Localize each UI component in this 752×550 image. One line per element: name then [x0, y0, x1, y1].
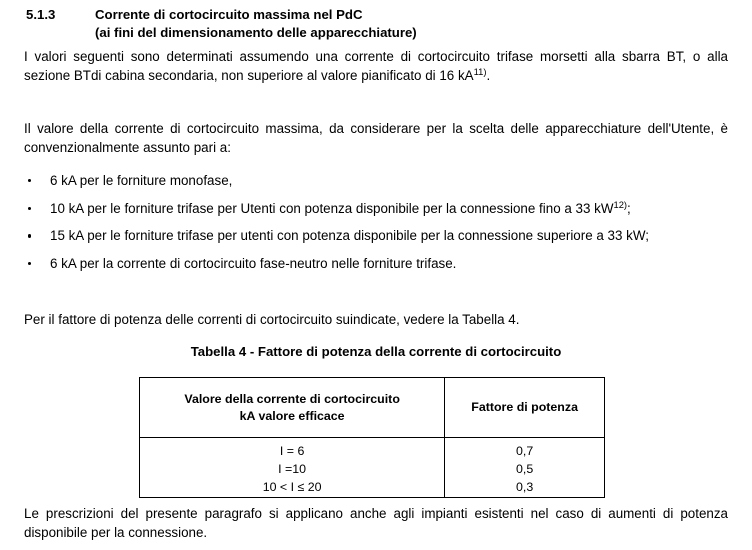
bullet-dot-icon: [28, 262, 31, 265]
bullet-dot-icon: [28, 207, 31, 210]
list-item: [24, 255, 728, 274]
bullet-dot-icon: [28, 179, 31, 182]
column-header-current-line1: Valore della corrente di cortocircuito: [184, 391, 400, 406]
footnote-marker-11: 11): [473, 65, 487, 77]
intro-text: I valori seguenti sono determinati assumendo una corrente di cortocircuito trifase morsetti alla sbarra BT, o alla sezione BTdi cabina secondaria, non superiore al valore pianificato di 16 kA: [24, 49, 728, 83]
cell-current-values: [140, 438, 445, 498]
cell-factor-value: 0,3: [516, 480, 534, 494]
cell-factor-value: 0,5: [516, 462, 534, 476]
section-number: 5.1.3: [26, 7, 56, 22]
section-subtitle: (ai fini del dimensionamento delle apparecchiature): [95, 25, 417, 40]
list-item-label: 10 kA per le forniture trifase per Utenti con potenza disponibile per la connessione fino a 33 kW: [50, 200, 614, 216]
list-item-label: 15 kA per le forniture trifase per utenti con potenza disponibile per la connessione superiore a 33 kW;: [50, 228, 649, 244]
list-item-label: 6 kA per le forniture monofase,: [50, 173, 233, 188]
list-item: [24, 172, 728, 191]
intro-text-end: .: [486, 67, 491, 83]
footnote-marker-12: 12): [613, 198, 628, 210]
table-caption: Tabella 4 - Fattore di potenza della corrente di cortocircuito: [190, 344, 562, 359]
second-paragraph: Il valore della corrente di cortocircuito massima, da considerare per la scelta delle apparecchiature dell'Utente, è convenzionalmente assunto pari a:: [24, 121, 728, 155]
table-reference-paragraph: Per il fattore di potenza delle correnti di cortocircuito suindicate, vedere la Tabella 4.: [24, 312, 520, 327]
intro-paragraph: [24, 48, 728, 85]
heading-line-1: [26, 6, 726, 24]
column-header-current-line2: kA valore efficace: [239, 408, 345, 423]
list-item-suffix: ;: [627, 200, 631, 216]
cell-factor-values: [445, 438, 605, 498]
table-4: [139, 377, 605, 498]
section-heading: [26, 6, 726, 42]
list-item-label: 6 kA per la corrente di cortocircuito fase-neutro nelle forniture trifase.: [50, 255, 457, 271]
cell-current-value: I =10: [278, 462, 307, 476]
cell-current-value: 10 < I ≤ 20: [262, 480, 322, 494]
list-item: [24, 200, 728, 219]
bullet-list: [24, 172, 728, 273]
column-header-factor: Fattore di potenza: [445, 378, 605, 438]
table-row: [140, 438, 605, 498]
table-header-row: [140, 378, 605, 438]
closing-paragraph: Le prescrizioni del presente paragrafo si applicano anche agli impianti esistenti nel caso di aumenti di potenza disponibile per la connessione.: [24, 506, 728, 540]
bullet-dot-icon: [28, 234, 31, 237]
column-header-current: [140, 378, 445, 438]
cell-current-value: I = 6: [279, 444, 305, 458]
section-title: Corrente di cortocircuito massima nel PdC: [95, 7, 363, 22]
cell-factor-value: 0,7: [516, 444, 534, 458]
list-item: [24, 227, 728, 246]
